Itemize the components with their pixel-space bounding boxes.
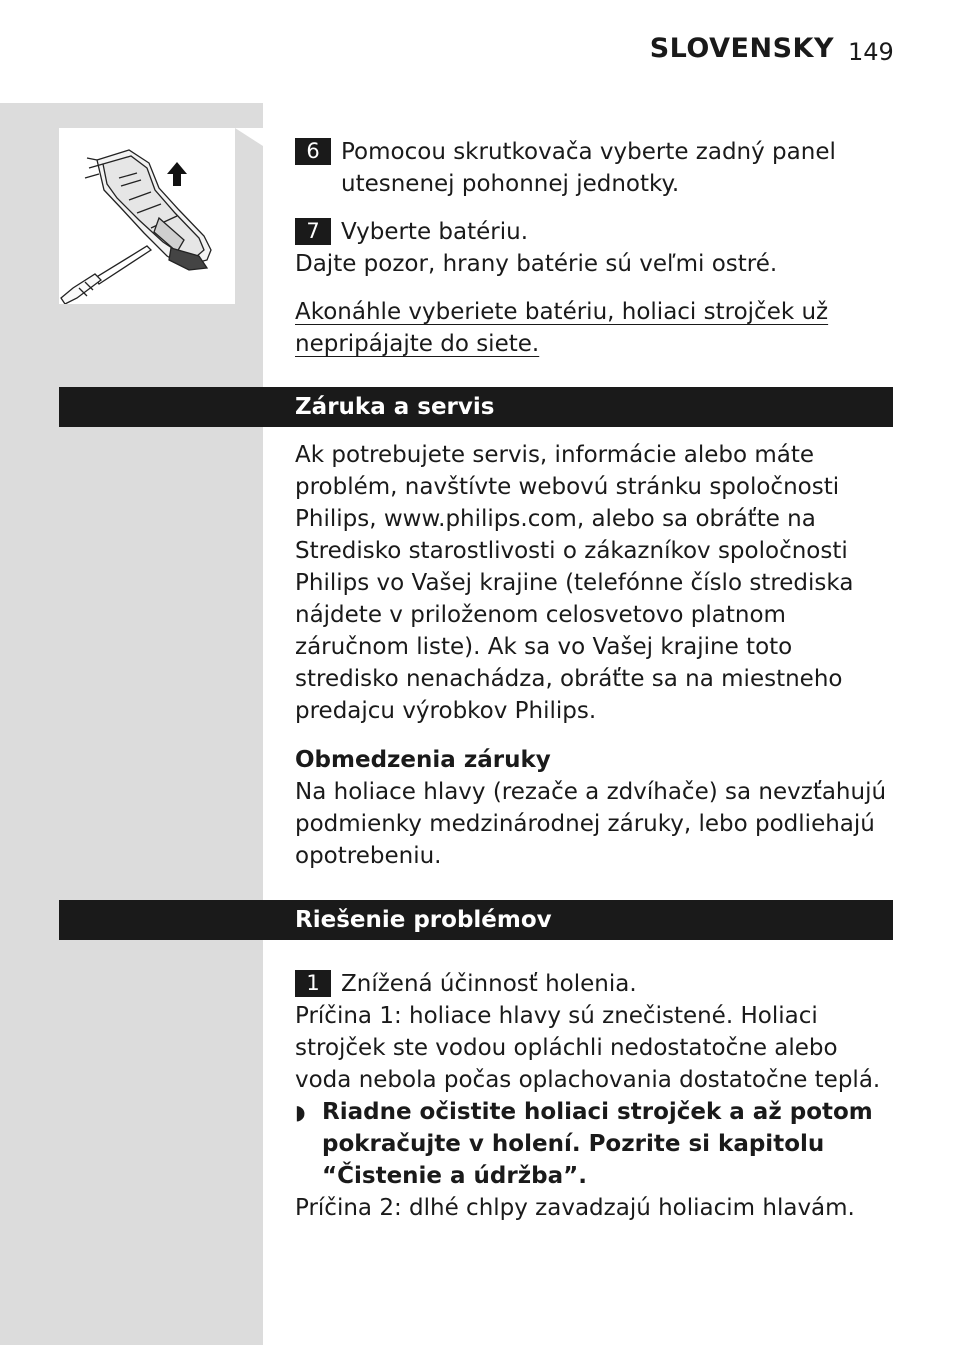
screwdriver-removal-icon <box>59 128 235 304</box>
cause-1: Príčina 1: holiace hlavy sú znečistené. Holiaci strojček ste vodou opláchli nedostatočne alebo voda nebola počas oplachovania dostatočne teplá. <box>295 1003 881 1093</box>
section-bar-warranty <box>59 387 893 427</box>
step-text: Pomocou skrutkovača vyberte zadný panel utesnenej pohonnej jednotky. <box>341 139 836 197</box>
section-title: Záruka a servis <box>295 394 495 420</box>
section-bar-troubleshooting <box>59 900 893 940</box>
step-number: 1 <box>295 970 331 997</box>
step-6 <box>295 136 890 200</box>
warranty-limits-heading: Obmedzenia záruky <box>295 747 551 773</box>
philips-website-link[interactable]: www.philips.com <box>383 506 577 532</box>
warranty-text-start: Ak potrebujete servis, informácie alebo máte problém, navštívte webovú stránku spoločnosti Philips, <box>295 442 840 532</box>
callout-pointer <box>235 128 263 146</box>
step-text: Vyberte batériu. <box>341 219 529 245</box>
warranty-text-end: , alebo sa obráťte na Stredisko starostlivosti o zákazníkov spoločnosti Philips vo Vašej krajine (telefónne číslo strediska nájdete v priloženom celosvetovo platnom záručnom liste). Ak sa vo Vašej krajine toto stredisko nenachádza, obráťte sa na miestneho predajcu výrobkov Philips. <box>295 506 854 724</box>
cause-2: Príčina 2: dlhé chlpy zavadzajú holiacim hlavám. <box>295 1195 855 1221</box>
shaver-illustration <box>59 128 235 304</box>
problem-text: Znížená účinnosť holenia. <box>341 971 637 997</box>
step-7-note: Dajte pozor, hrany batérie sú veľmi ostré. <box>295 251 778 277</box>
battery-warning: Akonáhle vyberiete batériu, holiaci strojček už nepripájajte do siete. <box>295 299 829 357</box>
page-number: 149 <box>848 38 894 66</box>
step-7 <box>295 216 890 248</box>
language-heading: SLOVENSKY <box>649 33 834 64</box>
warranty-limits-text: Na holiace hlavy (rezače a zdvíhače) sa nevzťahujú podmienky medzinárodnej záruky, lebo podliehajú opotrebeniu. <box>295 779 887 869</box>
step-number: 6 <box>295 138 331 165</box>
remedy-text: Riadne očistite holiaci strojček a až potom pokračujte v holení. Pozrite si kapitolu “Čistenie a údržba”. <box>322 1099 873 1189</box>
problem-1 <box>295 968 890 1000</box>
section-title: Riešenie problémov <box>295 907 552 933</box>
remedy-bullet <box>295 1096 890 1192</box>
step-number: 7 <box>295 218 331 245</box>
warranty-paragraph <box>295 439 890 727</box>
bullet-icon: ◗ <box>295 1100 306 1124</box>
